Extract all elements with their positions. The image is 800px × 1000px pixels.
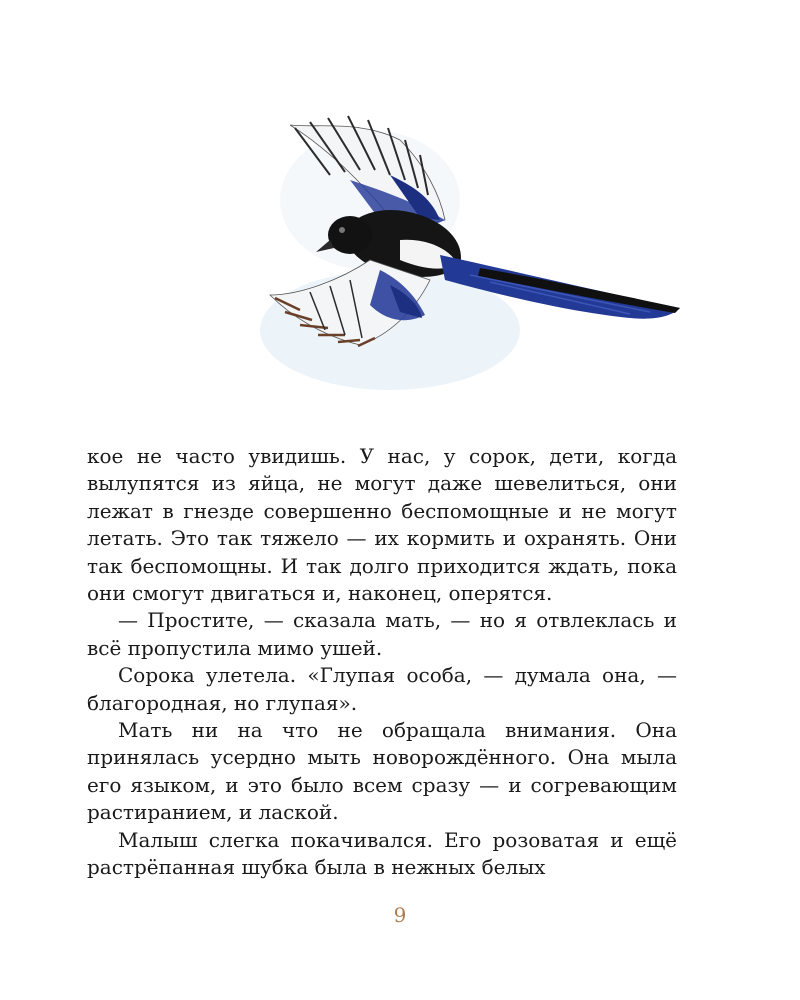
paragraph: Мать ни на что не обращала внимания. Она принялась усердно мыть новорождённого. Она мыла его языком, и это было всем сразу — и согревающим растиранием, и лаской. [87, 718, 677, 825]
page-number: 9 [393, 903, 407, 927]
magpie-illustration [250, 80, 700, 410]
text-block [87, 443, 677, 882]
paragraph: — Простите, — сказала мать, — но я отвлеклась и всё пропустила мимо ушей. [87, 608, 677, 660]
paragraph: Сорока улетела. «Глупая особа, — думала она, — благородная, но глупая». [87, 663, 677, 715]
paragraph: Малыш слегка покачивался. Его розоватая и ещё растрёпанная шубка была в нежных белых [87, 827, 677, 880]
paragraph: кое не часто увидишь. У нас, у сорок, дети, когда вылупятся из яйца, не могут даже шевелиться, они лежат в гнезде совершенно беспомощные и не могут летать. Это так тяжело — их кормить и охранять. Они так беспомощны. И так долго приходится ждать, пока они смогут двигаться и, наконец, оперятся. [87, 444, 677, 606]
